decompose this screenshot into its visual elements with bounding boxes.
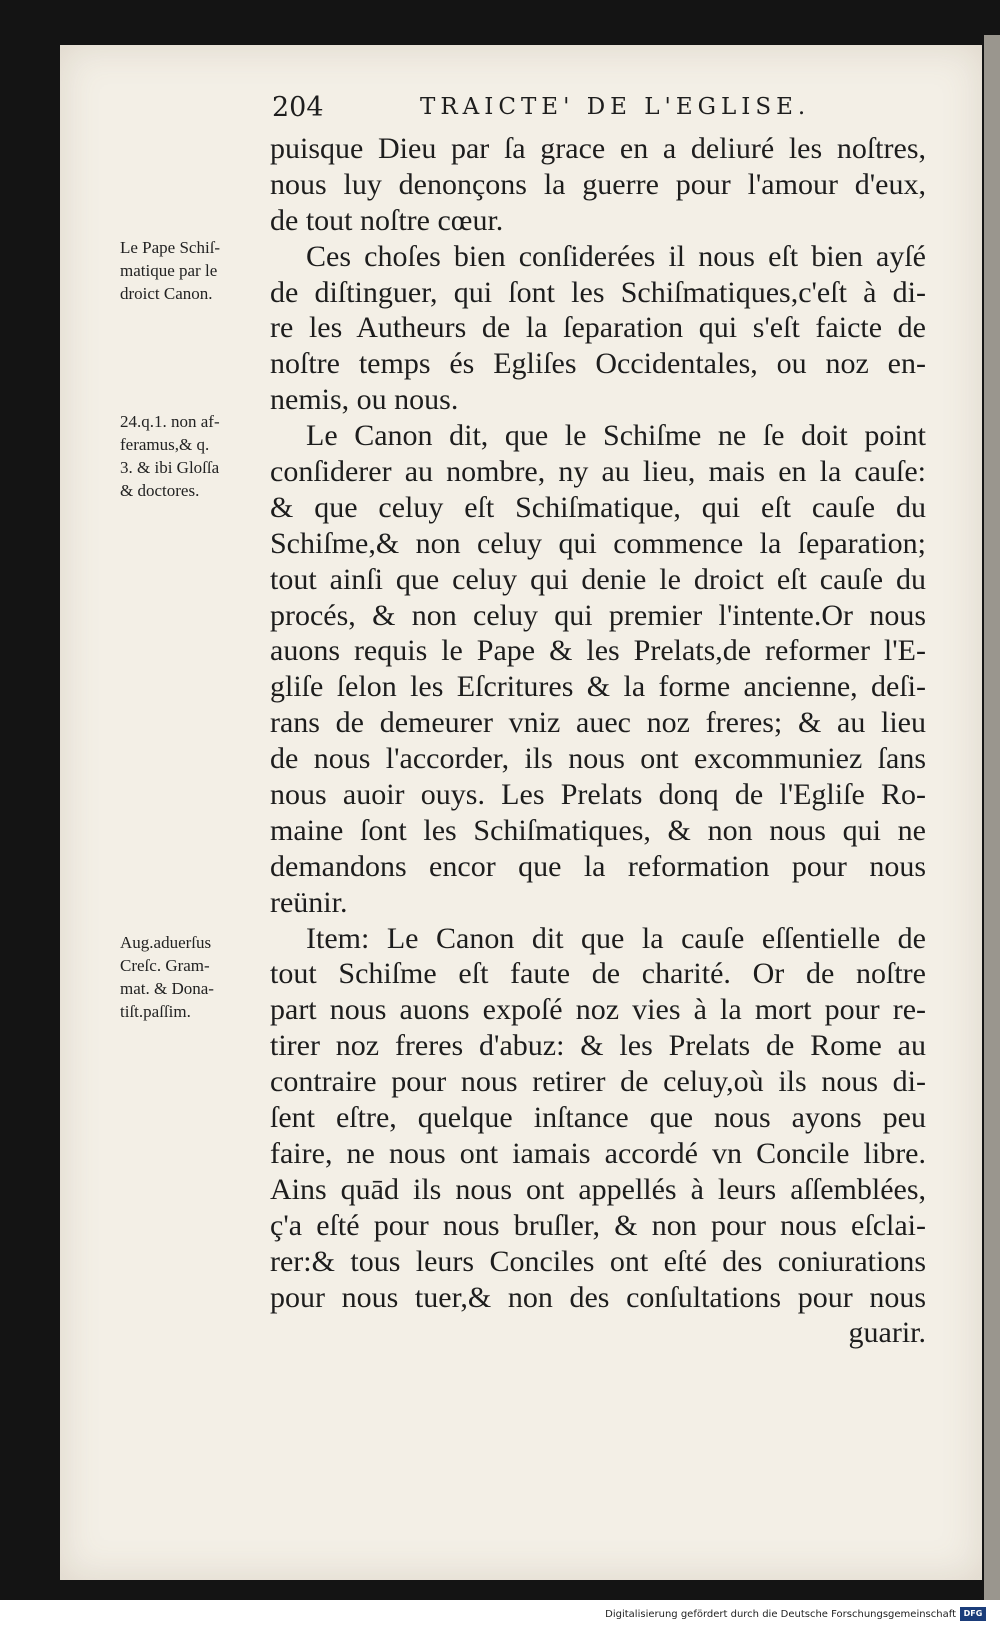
- text-line: Schiſme,& non celuy qui commence la ſeparation;: [270, 526, 926, 560]
- sidenote-line: Aug.aduerſus: [120, 933, 212, 952]
- text-line: rans de demeurer vniz auec noz freres; & au lieu: [270, 706, 926, 740]
- page-header: [272, 92, 912, 128]
- text-line: demandons encor que la reformation pour nous: [270, 849, 926, 883]
- sidenote-3: [120, 931, 270, 1023]
- sidenote-line: tiſt.paſſim.: [120, 1002, 191, 1021]
- sidenote-line: 24.q.1. non af-: [120, 412, 220, 431]
- text-line: part nous auons expoſé noz vies à la mort pour re-: [270, 993, 926, 1027]
- text-line: & que celuy eſt Schiſmatique, qui eſt cauſe du: [270, 490, 926, 524]
- text-line: faire, ne nous ont iamais accordé vn Concile libre.: [270, 1136, 926, 1170]
- text-line: nemis, ou nous.: [270, 383, 459, 417]
- text-line: rer:& tous leurs Conciles ont eſté des coniurations: [270, 1244, 926, 1278]
- text-line: ſent eſtre, quelque inſtance que nous ayons peu: [270, 1101, 926, 1135]
- text-line: auons requis le Pape & les Prelats,de reformer l'E-: [270, 634, 926, 668]
- text-line: Item: Le Canon dit que la cauſe eſſentielle de: [306, 921, 926, 955]
- page-number: 204: [272, 92, 324, 123]
- text-line: guarir.: [848, 1316, 926, 1350]
- text-line: de diſtinguer, qui ſont les Schiſmatiques,c'eſt à di-: [270, 275, 926, 309]
- text-line: conſiderer au nombre, ny au lieu, mais en la cauſe:: [270, 455, 926, 489]
- sidenote-line: feramus,& q.: [120, 435, 210, 454]
- text-line: ç'a eſté pour nous bruſler, & non pour nous eſclai-: [270, 1208, 926, 1242]
- text-line: noſtre temps és Egliſes Occidentales, ou noz en-: [270, 347, 926, 381]
- page-edge: [984, 35, 1000, 1600]
- sidenote-line: & doctores.: [120, 481, 200, 500]
- text-line: tirer noz freres d'abuz: & les Prelats de Rome au: [270, 1029, 926, 1063]
- text-line: de nous l'accorder, ils nous ont excommuniez ſans: [270, 742, 926, 776]
- text-line: tout Schiſme eſt faute de charité. Or de noſtre: [270, 957, 926, 991]
- text-line: re les Autheurs de la ſeparation qui s'eſt faicte de: [270, 311, 926, 345]
- text-line: Le Canon dit, que le Schiſme ne ſe doit point: [306, 419, 926, 453]
- text-line: Ains quād ils nous ont appellés à leurs aſſemblées,: [270, 1172, 926, 1206]
- text-line: procés, & non celuy qui premier l'intente.Or nous: [270, 598, 926, 632]
- text-line: maine ſont les Schiſmatiques, & non nous qui ne: [270, 813, 926, 847]
- digitization-credit: Digitalisierung gefördert durch die Deutsche Forschungsgemeinschaft: [605, 1609, 956, 1620]
- text-line: gliſe ſelon les Eſcritures & la forme ancienne, deſi-: [270, 670, 926, 704]
- text-line: de tout noſtre cœur.: [270, 203, 504, 237]
- sidenote-line: mat. & Dona-: [120, 979, 214, 998]
- text-line: nous luy denonçons la guerre pour l'amour d'eux,: [270, 167, 926, 201]
- sidenote-1: [120, 236, 270, 305]
- sidenote-line: Creſc. Gram-: [120, 956, 210, 975]
- text-line: nous auoir ouys. Les Prelats donq de l'Egliſe Ro-: [270, 778, 926, 812]
- text-line: pour nous tuer,& non des conſultations pour nous: [270, 1280, 926, 1314]
- text-line: Ces choſes bien conſiderées il nous eſt bien ayſé: [306, 239, 926, 273]
- text-line: reünir.: [270, 885, 348, 919]
- sidenote-line: 3. & ibi Gloſſa: [120, 458, 220, 477]
- sidenote-line: droict Canon.: [120, 284, 213, 303]
- running-head: TRAICTE' DE L'EGLISE.: [420, 94, 811, 120]
- sidenote-line: matique par le: [120, 261, 218, 280]
- text-line: puisque Dieu par ſa grace en a deliuré les noſtres,: [270, 132, 926, 165]
- text-line: contraire pour nous retirer de celuy,où ils nous di-: [270, 1065, 926, 1099]
- text-line: tout ainſi que celuy qui denie le droict eſt cauſe du: [270, 562, 926, 596]
- dfg-logo-icon: DFG: [960, 1607, 986, 1621]
- sidenote-line: Le Pape Schiſ-: [120, 238, 221, 257]
- sidenote-2: [120, 410, 270, 502]
- body-text: [270, 131, 926, 1351]
